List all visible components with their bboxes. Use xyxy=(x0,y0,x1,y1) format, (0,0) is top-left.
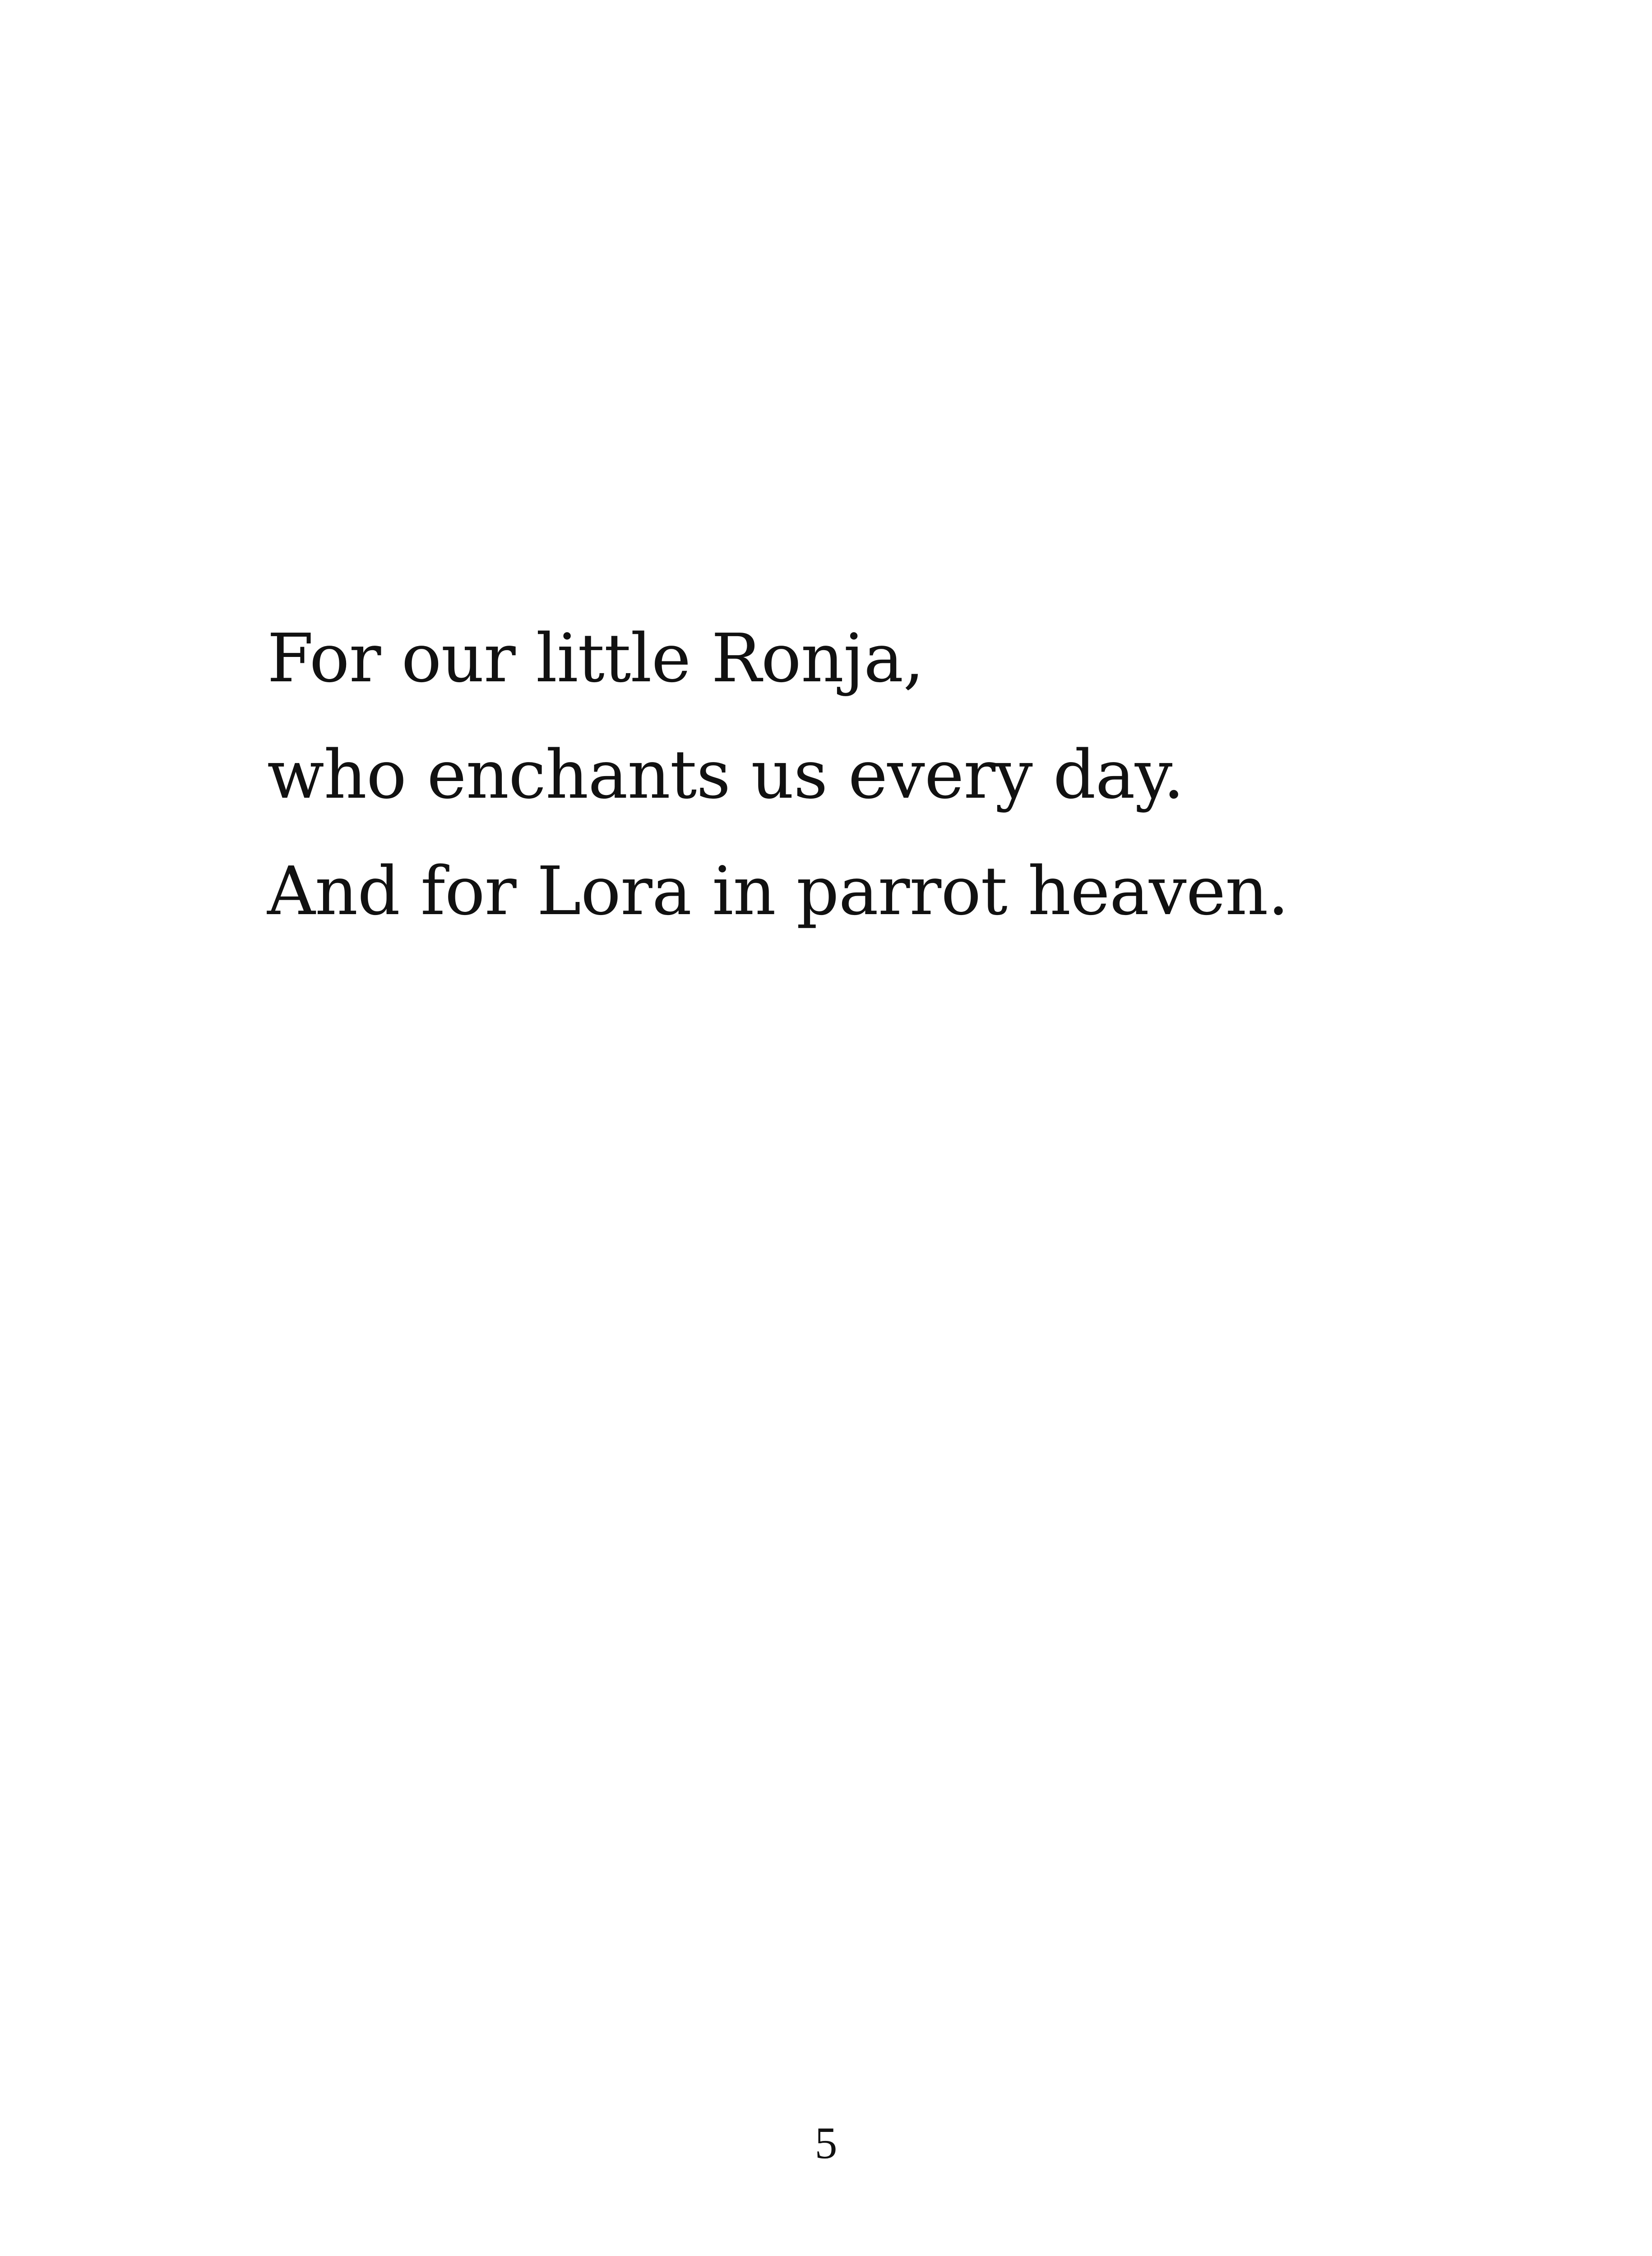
dedication-line-1: For our little Ronja, xyxy=(267,619,924,697)
page-number: 5 xyxy=(814,2118,838,2168)
dedication-text xyxy=(267,600,1289,949)
dedication-line-3: And for Lora in parrot heaven. xyxy=(267,852,1289,930)
dedication-line-2: who enchants us every day. xyxy=(267,736,1184,814)
